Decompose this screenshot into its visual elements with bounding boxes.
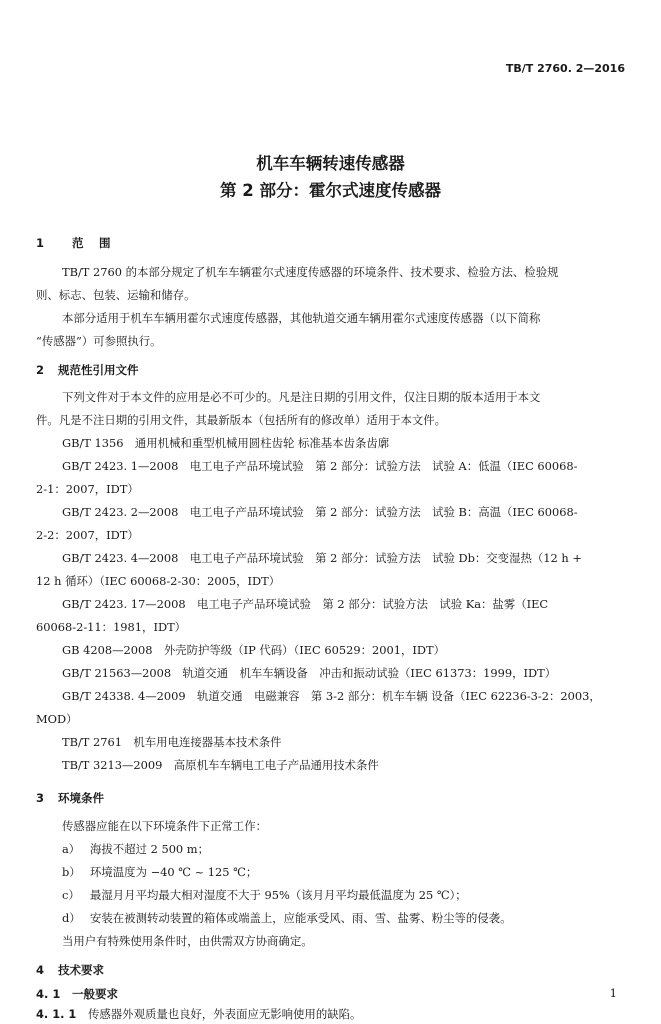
- list-item-label: d）: [62, 911, 81, 925]
- subsection-4-1-title: 一般要求: [72, 987, 118, 1001]
- title-line-1: 机车车辆转速传感器: [256, 154, 405, 173]
- section-1-para-2a: 本部分适用于机车车辆用霍尔式速度传感器，其他轨道交通车辆用霍尔式速度传感器（以下简称: [62, 311, 541, 325]
- list-item-label: c）: [62, 888, 80, 902]
- list-item-label: b）: [62, 865, 81, 879]
- reference-line: TB/T 2761 机车用电连接器基本技术条件: [62, 735, 282, 749]
- reference-line: 2-1：2007，IDT）: [36, 482, 139, 496]
- section-2-para-b: 件。凡是不注日期的引用文件，其最新版本（包括所有的修改单）适用于本文件。: [36, 413, 447, 427]
- reference-line: TB/T 3213—2009 高原机车车辆电工电子产品通用技术条件: [62, 758, 379, 772]
- reference-line: GB/T 21563—2008 轨道交通 机车车辆设备 冲击和振动试验（IEC 61373：1999，IDT）: [62, 666, 557, 680]
- reference-line: GB/T 24338. 4—2009 轨道交通 电磁兼容 第 3-2 部分：机车车辆 设备（IEC 62236-3-2：2003，: [62, 689, 601, 703]
- section-1-para-2b: “传感器”）可参照执行。: [36, 334, 162, 348]
- clause-4-1-1-text: 传感器外观质量也良好，外表面应无影响使用的缺陷。: [88, 1007, 362, 1021]
- clause-4-1-1-number: 4. 1. 1: [36, 1007, 77, 1021]
- list-item: [62, 841, 209, 857]
- title-line-2: 第 2 部分：霍尔式速度传感器: [220, 181, 441, 200]
- list-item-text: 最湿月月平均最大相对湿度不大于 95%（该月月平均最低温度为 25 ℃）；: [90, 888, 467, 902]
- section-4-heading: [36, 962, 104, 978]
- reference-line: MOD）: [36, 712, 78, 726]
- clause-4-1-1: [36, 1006, 361, 1022]
- section-1-para-1a: TB/T 2760 的本部分规定了机车车辆霍尔式速度传感器的环境条件、技术要求、检验方法、检验规: [62, 265, 559, 279]
- section-2-para-a: 下列文件对于本文件的应用是必不可少的。凡是注日期的引用文件，仅注日期的版本适用于本文: [62, 390, 541, 404]
- reference-line: GB/T 1356 通用机械和重型机械用圆柱齿轮 标准基本齿条齿廓: [62, 436, 390, 450]
- list-item-text: 海拔不超过 2 500 m；: [90, 842, 209, 856]
- section-1-para-1b: 则、标志、包装、运输和储存。: [36, 288, 196, 302]
- reference-line: 12 h 循环）（IEC 60068-2-30：2005，IDT）: [36, 574, 281, 588]
- reference-line: GB/T 2423. 4—2008 电工电子产品环境试验 第 2 部分：试验方法 试验 Db：交变湿热（12 h +: [62, 551, 582, 565]
- section-2-number: 2: [36, 363, 45, 377]
- section-1-number: 1: [36, 236, 45, 250]
- list-item-text: 安装在被测转动装置的箱体或端盖上，应能承受风、雨、雪、盐雾、粉尘等的侵袭。: [90, 911, 512, 925]
- list-item: [62, 887, 467, 903]
- list-item: [62, 910, 511, 926]
- section-3-title: 环境条件: [58, 791, 104, 805]
- section-4-number: 4: [36, 963, 45, 977]
- section-3-heading: [36, 790, 104, 806]
- section-1-heading: [36, 235, 111, 251]
- reference-line: GB/T 2423. 2—2008 电工电子产品环境试验 第 2 部分：试验方法 试验 B：高温（IEC 60068-: [62, 505, 578, 519]
- reference-line: GB 4208—2008 外壳防护等级（IP 代码）（IEC 60529：2001，IDT）: [62, 643, 446, 657]
- section-4-title: 技术要求: [58, 963, 104, 977]
- reference-line: GB/T 2423. 1—2008 电工电子产品环境试验 第 2 部分：试验方法 试验 A：低温（IEC 60068-: [62, 459, 578, 473]
- reference-line: GB/T 2423. 17—2008 电工电子产品环境试验 第 2 部分：试验方法 试验 Ka：盐雾（IEC: [62, 597, 549, 611]
- section-3-intro: 传感器应能在以下环境条件下正常工作：: [62, 819, 268, 833]
- section-2-heading: [36, 362, 139, 378]
- section-2-title: 规范性引用文件: [58, 363, 139, 377]
- list-item-label: a）: [62, 842, 81, 856]
- subsection-4-1-heading: [36, 986, 118, 1002]
- section-1-title: 范 围: [72, 236, 111, 250]
- list-item: [62, 864, 257, 880]
- reference-line: 60068-2-11：1981，IDT）: [36, 620, 187, 634]
- subsection-4-1-number: 4. 1: [36, 987, 61, 1001]
- document-code: TB/T 2760. 2—2016: [505, 62, 625, 75]
- reference-line: 2-2：2007，IDT）: [36, 528, 139, 542]
- page-number: 1: [609, 986, 617, 1000]
- section-3-number: 3: [36, 791, 45, 805]
- list-item-text: 环境温度为 −40 ℃ ~ 125 ℃；: [90, 865, 258, 879]
- section-3-outro: 当用户有特殊使用条件时，由供需双方协商确定。: [62, 934, 313, 948]
